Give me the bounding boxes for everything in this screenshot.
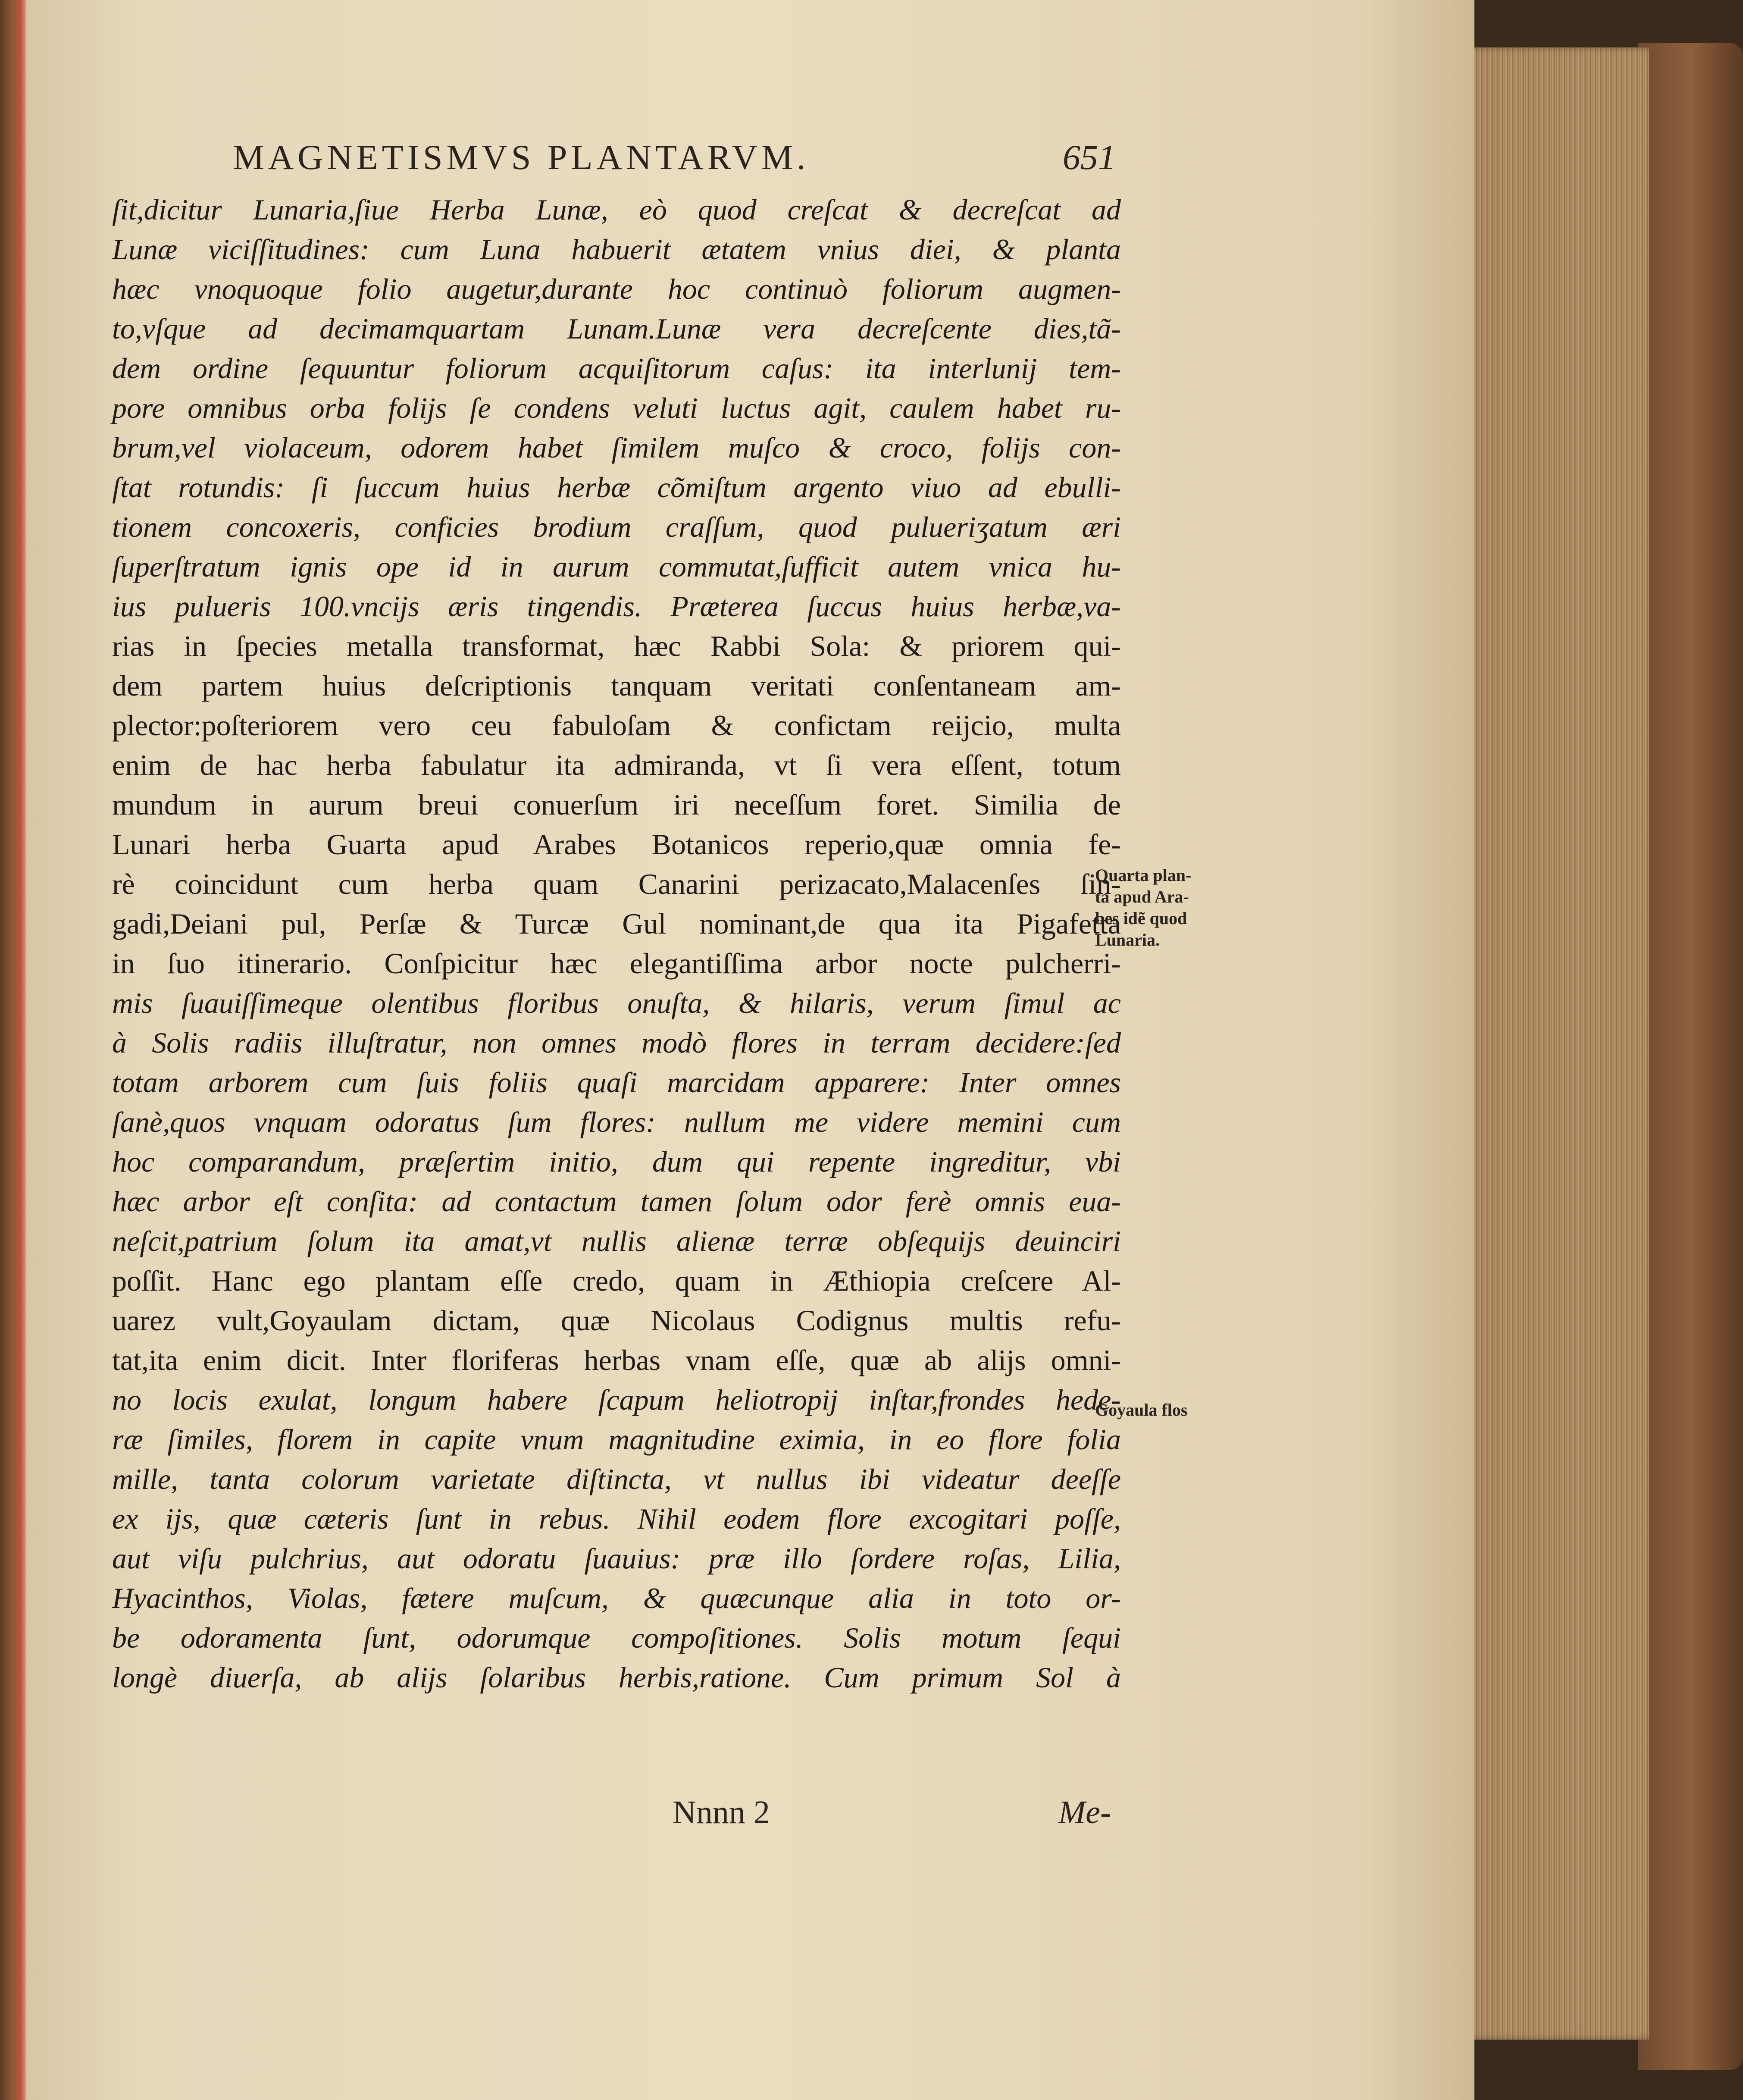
text-line: totam arborem cum ſuis foliis quaſi marcidam apparere: Inter omnes <box>112 1066 1121 1099</box>
text-line: ex ijs, quæ cæteris ſunt in rebus. Nihil eodem flore excogitari poſſe, <box>112 1502 1121 1535</box>
text-line: enim de hac herba fabulatur ita admiranda, vt ſi vera eſſent, totum <box>112 749 1121 781</box>
text-line: be odoramenta ſunt, odorumque compoſitiones. Solis motum ſequi <box>112 1621 1121 1654</box>
text-line: dem partem huius deſcriptionis tanquam veritati conſentaneam am- <box>112 669 1121 702</box>
page-number: 651 <box>1063 138 1116 177</box>
book-page <box>26 0 1474 2100</box>
margin-note-goyaula <box>1095 1399 1187 1421</box>
text-line: poſſit. Hanc ego plantam eſſe credo, quam in Æthiopia creſcere Al- <box>112 1264 1121 1297</box>
text-line: uarez vult,Goyaulam dictam, quæ Nicolaus Codignus multis refu- <box>112 1304 1121 1337</box>
margin-note-line: bes idẽ quod <box>1095 909 1187 928</box>
text-line: hæc vnoquoque folio augetur,durante hoc continuò foliorum augmen- <box>112 273 1121 305</box>
margin-note-line: Goyaula flos <box>1095 1400 1188 1420</box>
text-line: tionem concoxeris, conficies brodium craſſum, quod pulueriʒatum æri <box>112 511 1121 543</box>
text-line: no locis exulat, longum habere ſcapum heliotropij inſtar,frondes hede- <box>112 1383 1121 1416</box>
text-line: plector:poſteriorem vero ceu fabuloſam & confictam reijcio, multa <box>112 709 1121 742</box>
margin-note-quarta <box>1095 865 1191 951</box>
text-line: ræ ſimiles, florem in capite vnum magnitudine eximia, in eo flore folia <box>112 1423 1121 1456</box>
text-line: in ſuo itinerario. Conſpicitur hæc elegantiſſima arbor nocte pulcherri- <box>112 947 1121 980</box>
text-line: brum,vel violaceum, odorem habet ſimilem muſco & croco, folijs con- <box>112 431 1121 464</box>
text-line: ſit,dicitur Lunaria,ſiue Herba Lunæ, eò quod creſcat & decreſcat ad <box>112 193 1121 226</box>
body-text <box>112 190 1121 1697</box>
text-line: ſuperſtratum ignis ope id in aurum commutat,ſufficit autem vnica hu- <box>112 550 1121 583</box>
text-line: hæc arbor eſt conſita: ad contactum tamen ſolum odor ferè omnis eua- <box>112 1185 1121 1218</box>
text-line: longè diuerſa, ab alijs ſolaribus herbis,ratione. Cum primum Sol à <box>112 1661 1121 1694</box>
text-line: ius pulueris 100.vncijs æris tingendis. Præterea ſuccus huius herbæ,va- <box>112 590 1121 623</box>
running-title: MAGNETISMVS PLANTARVM. <box>233 138 810 177</box>
text-line: hoc comparandum, præſertim initio, dum qui repente ingreditur, vbi <box>112 1145 1121 1178</box>
text-line: ſanè,quos vnquam odoratus ſum flores: nullum me videre memini cum <box>112 1106 1121 1138</box>
catchword: Me- <box>1058 1794 1111 1830</box>
text-line: tat,ita enim dicit. Inter floriferas herbas vnam eſſe, quæ ab alijs omni- <box>112 1344 1121 1376</box>
text-line: mundum in aurum breui conuerſum iri neceſſum foret. Similia de <box>112 788 1121 821</box>
page-footer <box>26 1794 1319 1837</box>
text-line: mis ſuauiſſimeque olentibus floribus onuſta, & hilaris, verum ſimul ac <box>112 987 1121 1019</box>
margin-note-line: Quarta plan- <box>1095 865 1192 885</box>
margin-note-line: ta apud Ara- <box>1095 887 1189 906</box>
text-line: rè coincidunt cum herba quam Canarini perizacato,Malacenſes ſin- <box>112 868 1121 900</box>
signature-mark: Nnnn 2 <box>673 1794 770 1830</box>
text-line: aut viſu pulchrius, aut odoratu ſuauius: præ illo ſordere roſas, Lilia, <box>112 1542 1121 1575</box>
text-line: pore omnibus orba folijs ſe condens veluti luctus agit, caulem habet ru- <box>112 392 1121 424</box>
text-line: gadi,Deiani pul, Perſæ & Turcæ Gul nominant,de qua ita Pigafetta <box>112 907 1121 940</box>
text-line: rias in ſpecies metalla transformat, hæc Rabbi Sola: & priorem qui- <box>112 630 1121 662</box>
page-edges <box>1464 47 1649 2040</box>
text-line: dem ordine ſequuntur foliorum acquiſitorum caſus: ita interlunij tem- <box>112 352 1121 385</box>
text-line: to,vſque ad decimamquartam Lunam.Lunæ vera decreſcente dies,tã- <box>112 312 1121 345</box>
text-line: mille, tanta colorum varietate diſtincta, vt nullus ibi videatur deeſſe <box>112 1463 1121 1495</box>
margin-note-line: Lunaria. <box>1095 930 1160 950</box>
text-line: neſcit,patrium ſolum ita amat,vt nullis alienæ terræ obſequijs deuinciri <box>112 1225 1121 1257</box>
text-line: ſtat rotundis: ſi ſuccum huius herbæ cõmiſtum argento viuo ad ebulli- <box>112 471 1121 504</box>
text-line: à Solis radiis illuſtratur, non omnes modò flores in terram decidere:ſed <box>112 1026 1121 1059</box>
text-line: Hyacinthos, Violas, fætere muſcum, & quæcunque alia in toto or- <box>112 1582 1121 1614</box>
text-line: Lunari herba Guarta apud Arabes Botanicos reperio,quæ omnia fe- <box>112 828 1121 861</box>
right-cover-board <box>1638 43 1743 2070</box>
text-line: Lunæ viciſſitudines: cum Luna habuerit ætatem vnius diei, & planta <box>112 233 1121 266</box>
